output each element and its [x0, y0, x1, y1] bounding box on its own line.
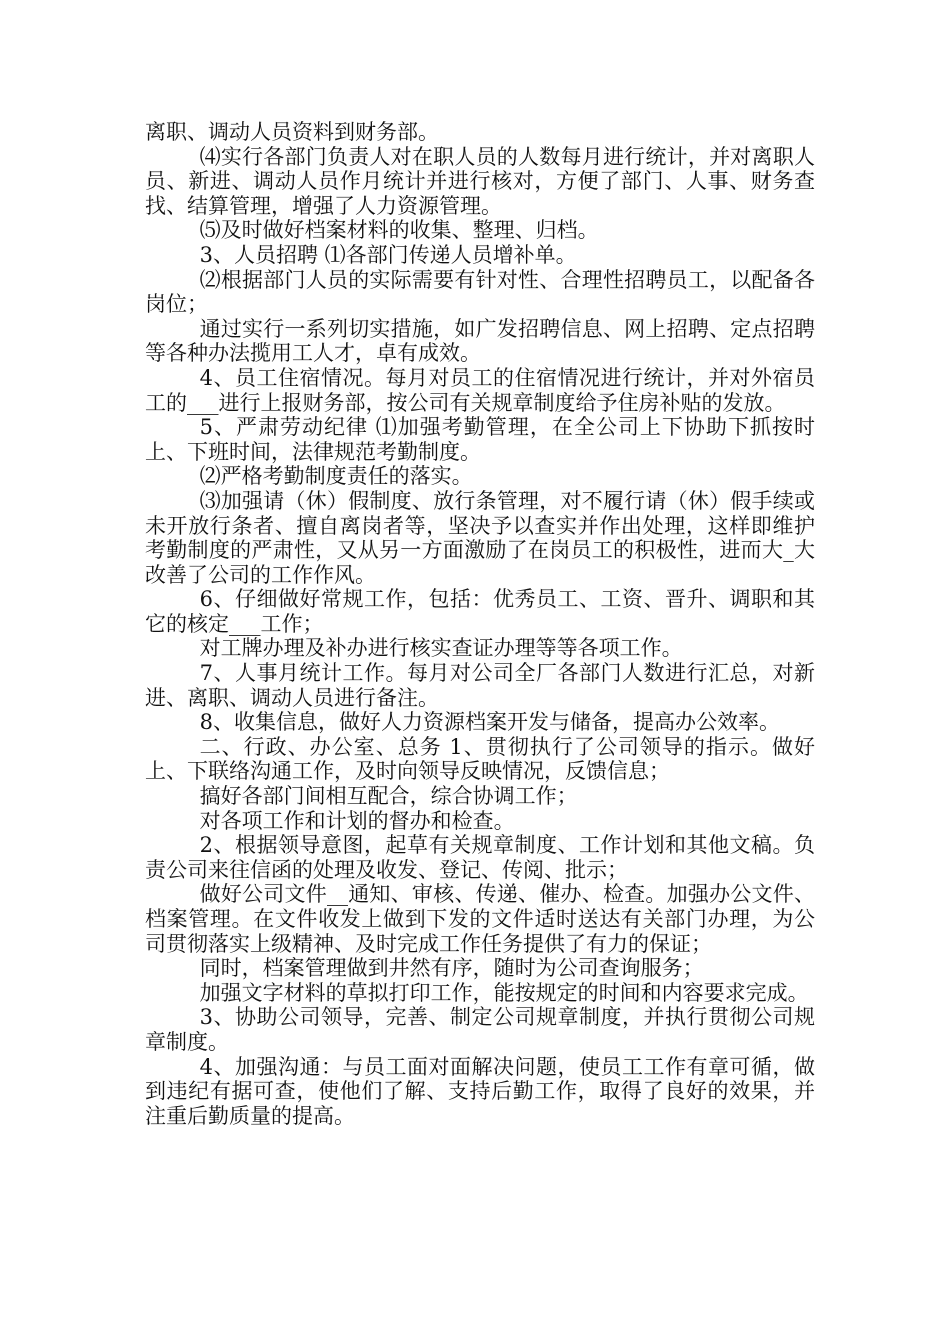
paragraph-11: 6、仔细做好常规工作，包括：优秀员工、工资、晋升、调职和其它的核定___工作； [145, 587, 815, 636]
paragraph-6: 通过实行一系列切实措施，如广发招聘信息、网上招聘、定点招聘等各种办法揽用工人才，卓有成效。 [145, 316, 815, 366]
paragraph-22: 3、协助公司领导，完善、制定公司规章制度，并执行贯彻公司规章制度。 [145, 1005, 815, 1054]
paragraph-3: ⑸及时做好档案材料的收集、整理、归档。 [199, 218, 599, 243]
paragraph-9: ⑵严格考勤制度责任的落实。 [199, 464, 473, 489]
paragraph-10: ⑶加强请（休）假制度、放行条管理，对不履行请（休）假手续或未开放行条者、擅自离岗者等，坚决予以查实并作出处理，这样即维护考勤制度的严肃性，又从另一方面激励了在岗员工的积极性，进而大_大改善了公司的工作作风。 [145, 488, 815, 587]
paragraph-5: ⑵根据部门人员的实际需要有针对性、合理性招聘员工，以配备各岗位； [145, 267, 815, 317]
paragraph-16: 搞好各部门间相互配合，综合协调工作； [199, 784, 578, 809]
paragraph-8: 5、严肃劳动纪律 ⑴加强考勤管理，在全公司上下协助下抓按时上、下班时间，法律规范考勤制度。 [145, 415, 815, 464]
paragraph-18: 2、根据领导意图，起草有关规章制度、工作计划和其他文稿。负责公司来往信函的处理及收发、登记、传阅、批示； [145, 833, 815, 882]
paragraph-7: 4、员工住宿情况。每月对员工的住宿情况进行统计，并对外宿员工的___进行上报财务部，按公司有关规章制度给予住房补贴的发放。 [145, 365, 815, 415]
paragraph-1: 离职、调动人员资料到财务部。 [145, 120, 439, 144]
paragraph-20: 同时，档案管理做到井然有序，随时为公司查询服务； [199, 956, 704, 981]
paragraph-17: 对各项工作和计划的督办和检查。 [199, 808, 515, 833]
paragraph-15: 二、行政、办公室、总务 1、贯彻执行了公司领导的指示。做好上、下联络沟通工作，及时向领导反映情况，反馈信息； [145, 734, 815, 784]
paragraph-14: 8、收集信息，做好人力资源档案开发与储备，提高办公效率。 [199, 710, 780, 735]
paragraph-12: 对工牌办理及补办进行核实查证办理等等各项工作。 [199, 636, 683, 661]
paragraph-23: 4、加强沟通：与员工面对面解决问题，使员工工作有章可循，做到违纪有据可查，使他们了解、支持后勤工作，取得了良好的效果，并注重后勤质量的提高。 [145, 1054, 815, 1128]
paragraph-13: 7、人事月统计工作。每月对公司全厂各部门人数进行汇总，对新进、离职、调动人员进行备注。 [145, 661, 815, 710]
paragraph-21: 加强文字材料的草拟打印工作，能按规定的时间和内容要求完成。 [199, 980, 809, 1005]
paragraph-2: ⑷实行各部门负责人对在职人员的人数每月进行统计，并对离职人员、新进、调动人员作月统计并进行核对，方便了部门、人事、财务查找、结算管理，增强了人力资源管理。 [145, 144, 815, 218]
paragraph-19: 做好公司文件__通知、审核、传递、催办、检查。加强办公文件、档案管理。在文件收发上做到下发的文件适时送达有关部门办理，为公司贯彻落实上级精神、及时完成工作任务提供了有力的保证； [145, 882, 815, 956]
paragraph-4: 3、人员招聘 ⑴各部门传递人员增补单。 [199, 242, 577, 267]
document-body [145, 120, 815, 1128]
